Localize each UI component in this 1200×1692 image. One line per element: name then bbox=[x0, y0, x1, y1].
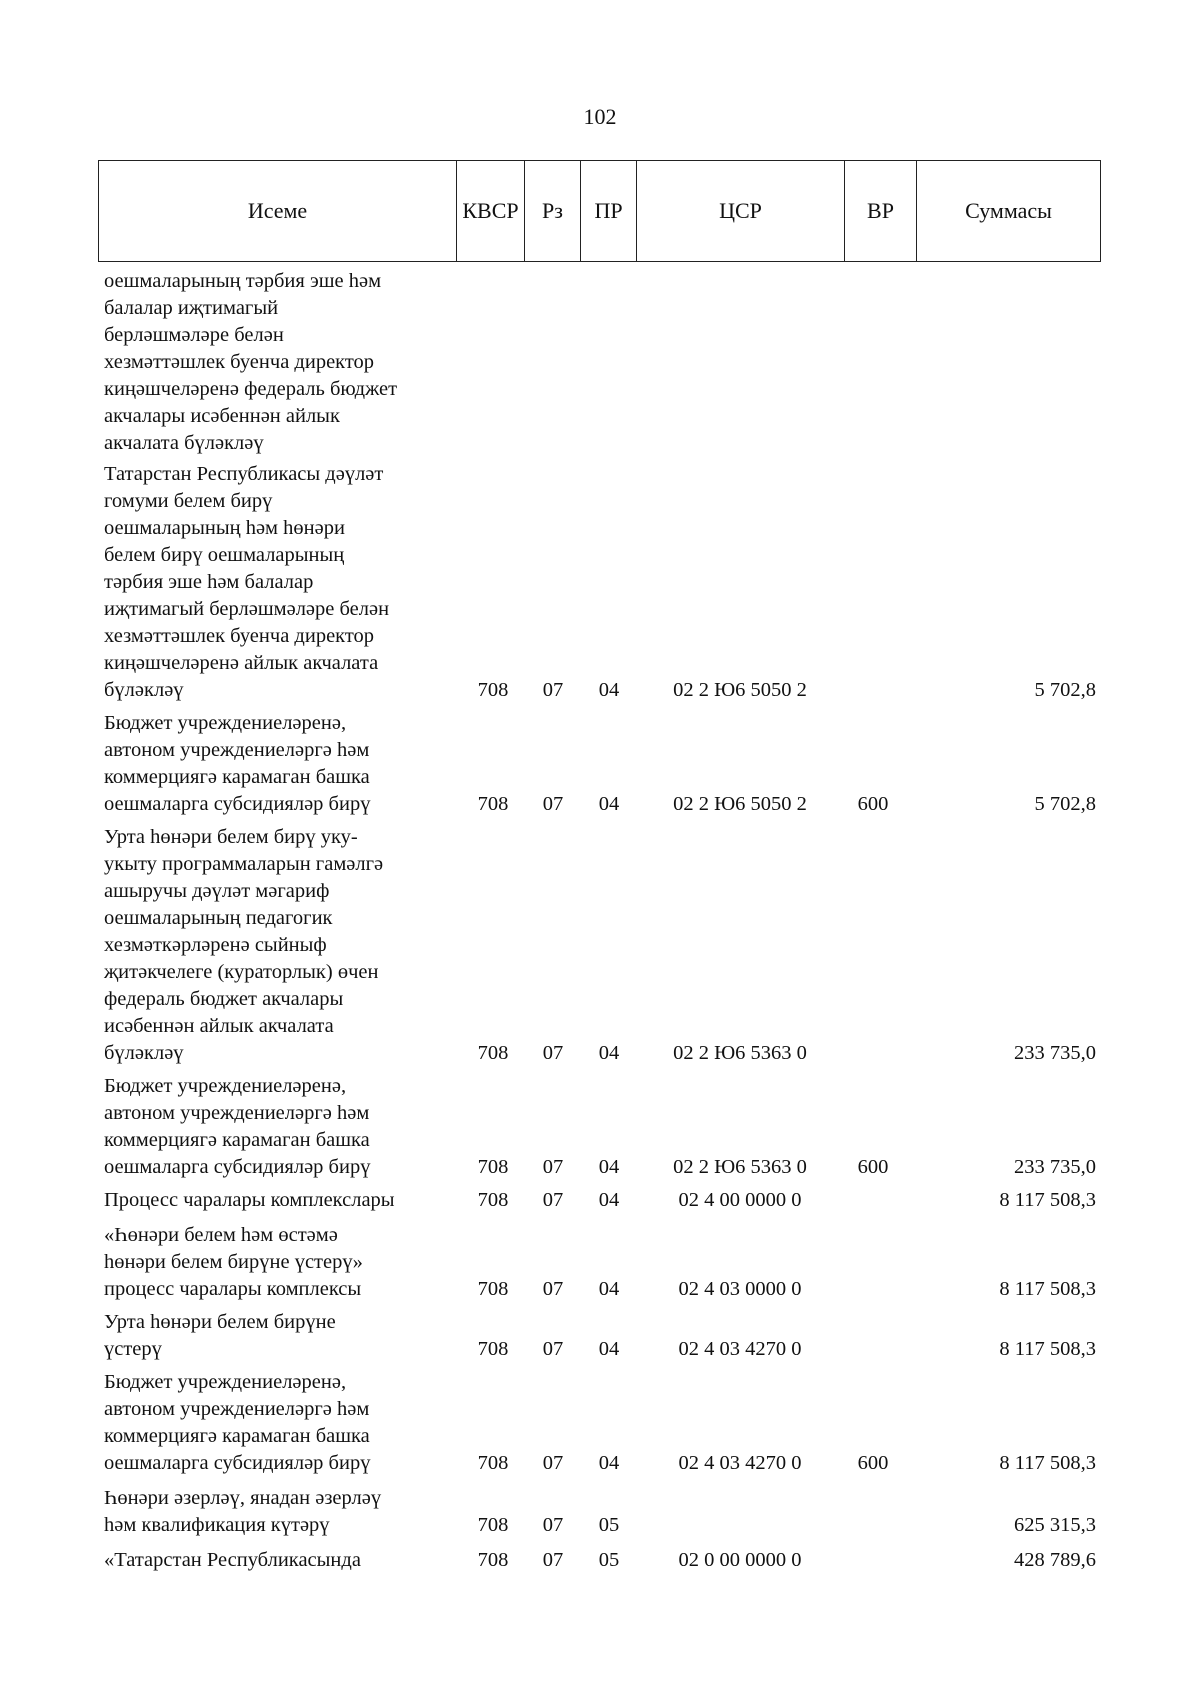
row-name bbox=[104, 1547, 446, 1574]
row-name-line: бүләкләү bbox=[104, 1042, 184, 1064]
row-name bbox=[104, 1187, 446, 1214]
cell-pr: 05 bbox=[598, 1549, 620, 1571]
row-name-line: коммерциягә карамаган башка bbox=[104, 1425, 370, 1447]
row-name-line: ашыручы дәүләт мәгариф bbox=[104, 880, 330, 902]
cell-sum: 8 117 508,3 bbox=[999, 1338, 1096, 1360]
row-name-line: Бюджет учреждениеләренә, bbox=[104, 1075, 347, 1097]
cell-csr: 02 0 00 0000 0 bbox=[678, 1549, 802, 1571]
table-row bbox=[0, 1309, 1200, 1363]
cell-rz: 07 bbox=[542, 1452, 564, 1474]
table-row bbox=[0, 1222, 1200, 1303]
cell-csr: 02 4 03 0000 0 bbox=[678, 1278, 802, 1300]
row-name-line: оешмаларга субсидияләр бирү bbox=[104, 793, 371, 815]
row-name-line: балалар иҗтимагый bbox=[104, 297, 279, 319]
cell-pr: 05 bbox=[598, 1514, 620, 1536]
cell-sum: 233 735,0 bbox=[1014, 1042, 1096, 1064]
row-name-line: һөнәри белем бирүне үстерү» bbox=[104, 1251, 363, 1273]
cell-rz: 07 bbox=[542, 1278, 564, 1300]
cell-pr: 04 bbox=[598, 1156, 620, 1178]
table-row bbox=[0, 1073, 1200, 1181]
cell-kvsr: 708 bbox=[477, 793, 509, 815]
cell-rz: 07 bbox=[542, 1549, 564, 1571]
cell-pr: 04 bbox=[598, 1452, 620, 1474]
row-name-line: үстерү bbox=[104, 1338, 162, 1360]
row-name-line: оешмаларга субсидияләр бирү bbox=[104, 1156, 371, 1178]
row-name-line: Бюджет учреждениеләренә, bbox=[104, 712, 347, 734]
cell-kvsr: 708 bbox=[477, 1042, 509, 1064]
row-name bbox=[104, 1309, 446, 1363]
cell-pr: 04 bbox=[598, 1338, 620, 1360]
row-name-line: берләшмәләре белән bbox=[104, 324, 284, 346]
cell-pr: 04 bbox=[598, 1278, 620, 1300]
cell-sum: 625 315,3 bbox=[1014, 1514, 1096, 1536]
row-name-line: «Татарстан Республикасында bbox=[104, 1549, 361, 1571]
table-row bbox=[0, 710, 1200, 818]
cell-csr: 02 4 00 0000 0 bbox=[678, 1189, 802, 1211]
cell-sum: 8 117 508,3 bbox=[999, 1452, 1096, 1474]
row-name bbox=[104, 461, 446, 704]
row-name-line: автоном учреждениеләргә һәм bbox=[104, 1102, 370, 1124]
page-number: 102 bbox=[583, 104, 617, 129]
cell-sum: 5 702,8 bbox=[1034, 793, 1096, 815]
row-name-line: Татарстан Республикасы дәүләт bbox=[104, 463, 384, 485]
header-csr: ЦСР bbox=[637, 161, 845, 262]
row-name bbox=[104, 1073, 446, 1181]
header-name: Исеме bbox=[99, 161, 457, 262]
header-pr: ПР bbox=[581, 161, 637, 262]
cell-kvsr: 708 bbox=[477, 1549, 509, 1571]
row-name bbox=[104, 1369, 446, 1477]
table-row bbox=[0, 1369, 1200, 1477]
cell-pr: 04 bbox=[598, 793, 620, 815]
row-name bbox=[104, 710, 446, 818]
row-name bbox=[104, 268, 446, 457]
row-name-line: Урта һөнәри белем бирүне bbox=[104, 1311, 336, 1333]
cell-pr: 04 bbox=[598, 1189, 620, 1211]
row-name-line: исәбеннән айлык акчалата bbox=[104, 1015, 334, 1037]
row-name-line: хезмәттәшлек буенча директор bbox=[104, 351, 375, 373]
header-vr: ВР bbox=[845, 161, 917, 262]
header-rz: Рз bbox=[525, 161, 581, 262]
row-name-line: коммерциягә карамаган башка bbox=[104, 1129, 370, 1151]
cell-kvsr: 708 bbox=[477, 1189, 509, 1211]
cell-csr: 02 2 Ю6 5050 2 bbox=[673, 793, 807, 815]
cell-kvsr: 708 bbox=[477, 679, 509, 701]
cell-sum: 8 117 508,3 bbox=[999, 1189, 1096, 1211]
row-name-line: киңәшчеләренә айлык акчалата bbox=[104, 652, 379, 674]
cell-rz: 07 bbox=[542, 793, 564, 815]
row-name-line: белем бирү оешмаларының bbox=[104, 544, 345, 566]
cell-csr: 02 2 Ю6 5363 0 bbox=[673, 1156, 807, 1178]
cell-sum: 428 789,6 bbox=[1014, 1549, 1096, 1571]
row-name-line: «Һөнәри белем һәм өстәмә bbox=[104, 1224, 338, 1246]
cell-kvsr: 708 bbox=[477, 1452, 509, 1474]
row-name-line: автоном учреждениеләргә һәм bbox=[104, 1398, 370, 1420]
row-name-line: Һөнәри әзерләү, янадан әзерләү bbox=[104, 1487, 382, 1509]
row-name-line: коммерциягә карамаган башка bbox=[104, 766, 370, 788]
cell-kvsr: 708 bbox=[477, 1278, 509, 1300]
cell-kvsr: 708 bbox=[477, 1514, 509, 1536]
row-name-line: федераль бюджет акчалары bbox=[104, 988, 344, 1010]
cell-kvsr: 708 bbox=[477, 1156, 509, 1178]
row-name-line: гомуми белем бирү bbox=[104, 490, 273, 512]
cell-sum: 233 735,0 bbox=[1014, 1156, 1096, 1178]
row-name bbox=[104, 1485, 446, 1539]
row-name-line: акчалары исәбеннән айлык bbox=[104, 405, 340, 427]
row-name-line: укыту программаларын гамәлгә bbox=[104, 853, 384, 875]
cell-rz: 07 bbox=[542, 679, 564, 701]
cell-rz: 07 bbox=[542, 1042, 564, 1064]
cell-vr: 600 bbox=[857, 1156, 889, 1178]
cell-rz: 07 bbox=[542, 1514, 564, 1536]
cell-vr: 600 bbox=[857, 1452, 889, 1474]
row-name-line: автоном учреждениеләргә һәм bbox=[104, 739, 370, 761]
header-kvsr: КВСР bbox=[457, 161, 525, 262]
cell-vr: 600 bbox=[857, 793, 889, 815]
table-row bbox=[0, 1547, 1200, 1574]
cell-sum: 8 117 508,3 bbox=[999, 1278, 1096, 1300]
cell-csr: 02 4 03 4270 0 bbox=[678, 1338, 802, 1360]
row-name bbox=[104, 1222, 446, 1303]
cell-kvsr: 708 bbox=[477, 1338, 509, 1360]
row-name-line: оешмаларының тәрбия эше һәм bbox=[104, 270, 382, 292]
table-row bbox=[0, 1187, 1200, 1214]
row-name-line: һәм квалификация күтәрү bbox=[104, 1514, 330, 1536]
cell-sum: 5 702,8 bbox=[1034, 679, 1096, 701]
row-name-line: иҗтимагый берләшмәләре белән bbox=[104, 598, 390, 620]
table-row bbox=[0, 461, 1200, 704]
row-name-line: җитәкчелеге (кураторлык) өчен bbox=[104, 961, 379, 983]
table-row bbox=[0, 1485, 1200, 1539]
row-name-line: оешмаларының һәм һөнәри bbox=[104, 517, 345, 539]
cell-csr: 02 2 Ю6 5050 2 bbox=[673, 679, 807, 701]
cell-pr: 04 bbox=[598, 679, 620, 701]
table-header bbox=[98, 160, 1101, 262]
cell-csr: 02 4 03 4270 0 bbox=[678, 1452, 802, 1474]
row-name-line: оешмаларга субсидияләр бирү bbox=[104, 1452, 371, 1474]
cell-pr: 04 bbox=[598, 1042, 620, 1064]
table-row bbox=[0, 824, 1200, 1067]
row-name-line: тәрбия эше һәм балалар bbox=[104, 571, 314, 593]
header-sum: Суммасы bbox=[917, 161, 1101, 262]
row-name-line: Бюджет учреждениеләренә, bbox=[104, 1371, 347, 1393]
row-name-line: Урта һөнәри белем бирү уку- bbox=[104, 826, 358, 848]
row-name-line: хезмәттәшлек буенча директор bbox=[104, 625, 375, 647]
cell-rz: 07 bbox=[542, 1156, 564, 1178]
table-row bbox=[0, 268, 1200, 457]
row-name-line: киңәшчеләренә федераль бюджет bbox=[104, 378, 398, 400]
row-name-line: акчалата бүләкләү bbox=[104, 432, 264, 454]
row-name-line: процесс чаралары комплексы bbox=[104, 1278, 362, 1300]
row-name-line: бүләкләү bbox=[104, 679, 184, 701]
cell-csr: 02 2 Ю6 5363 0 bbox=[673, 1042, 807, 1064]
row-name-line: хезмәткәрләренә сыйныф bbox=[104, 934, 327, 956]
table-body bbox=[0, 268, 1200, 1574]
row-name-line: оешмаларының педагогик bbox=[104, 907, 333, 929]
cell-rz: 07 bbox=[542, 1338, 564, 1360]
row-name bbox=[104, 824, 446, 1067]
row-name-line: Процесс чаралары комплекслары bbox=[104, 1189, 395, 1211]
cell-rz: 07 bbox=[542, 1189, 564, 1211]
